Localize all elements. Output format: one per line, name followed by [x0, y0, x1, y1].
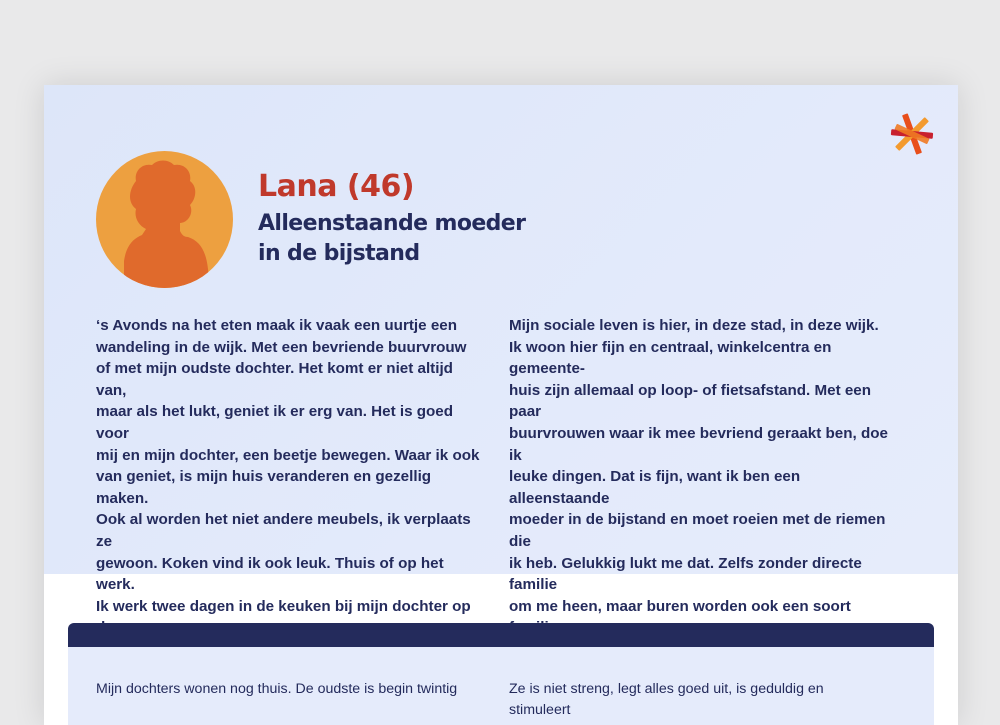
subtitle-line: in de bijstand: [258, 241, 420, 266]
story-line: ik heb. Gelukkig lukt me dat. Zelfs zonder directe familie: [509, 554, 862, 594]
story-line: of met mijn oudste dochter. Het komt er niet altijd van,: [96, 360, 453, 399]
person-name: Lana (46): [258, 169, 415, 204]
profile-panel: [44, 85, 958, 615]
story-line: gewoon. Koken vind ik ook leuk. Thuis of op het werk.: [96, 554, 444, 594]
woman-silhouette-avatar: [96, 151, 233, 288]
document-page: [44, 85, 958, 725]
story-line: leuke dingen. Dat is fijn, want ik ben een alleenstaande: [509, 468, 801, 507]
story-line: wandeling in de wijk. Met een bevriende buurvrouw: [96, 338, 467, 356]
info-card: [68, 623, 934, 725]
person-subtitle: [258, 209, 578, 269]
story-line: Ook al worden het niet andere meubels, ik verplaats ze: [96, 511, 471, 550]
story-line: maar als het lukt, geniet ik er erg van. Het is goed voor: [96, 403, 454, 442]
story-line: Ik werk twee dagen in de keuken bij mijn dochter op: [96, 597, 471, 615]
story-line: Mijn sociale leven is hier, in deze stad, in deze wijk.: [509, 317, 879, 334]
story-line: mij en mijn dochter, een beetje bewegen. Waar ik ook: [96, 446, 480, 464]
card-line: Ze is niet streng, legt alles goed uit, is geduldig en stimuleert: [509, 681, 824, 718]
asterisk-logo-icon: [890, 111, 934, 157]
card-line: Mijn dochters wonen nog thuis. De oudste is begin twintig: [96, 681, 458, 697]
card-column-right: [509, 679, 889, 721]
subtitle-line: Alleenstaande moeder: [258, 211, 526, 236]
story-line: buurvrouwen waar ik mee bevriend geraakt ben, doe ik: [509, 424, 888, 464]
story-column-right: [509, 315, 899, 639]
story-line: huis zijn allemaal op loop- of fietsafstand. Met een paar: [509, 381, 872, 421]
story-line: moeder in de bijstand en moet roeien met de riemen die: [509, 511, 886, 550]
card-header-bar: [68, 623, 934, 647]
story-column-left: [96, 315, 486, 661]
story-line: ‘s Avonds na het eten maak ik vaak een uurtje een: [96, 317, 457, 334]
story-line: om me heen, maar buren worden ook een soort: [509, 597, 851, 615]
card-column-left: [96, 679, 476, 700]
story-line: van geniet, is mijn huis veranderen en gezellig maken.: [96, 468, 432, 507]
story-line: Ik woon hier fijn en centraal, winkelcentra en gemeente-: [509, 338, 832, 378]
